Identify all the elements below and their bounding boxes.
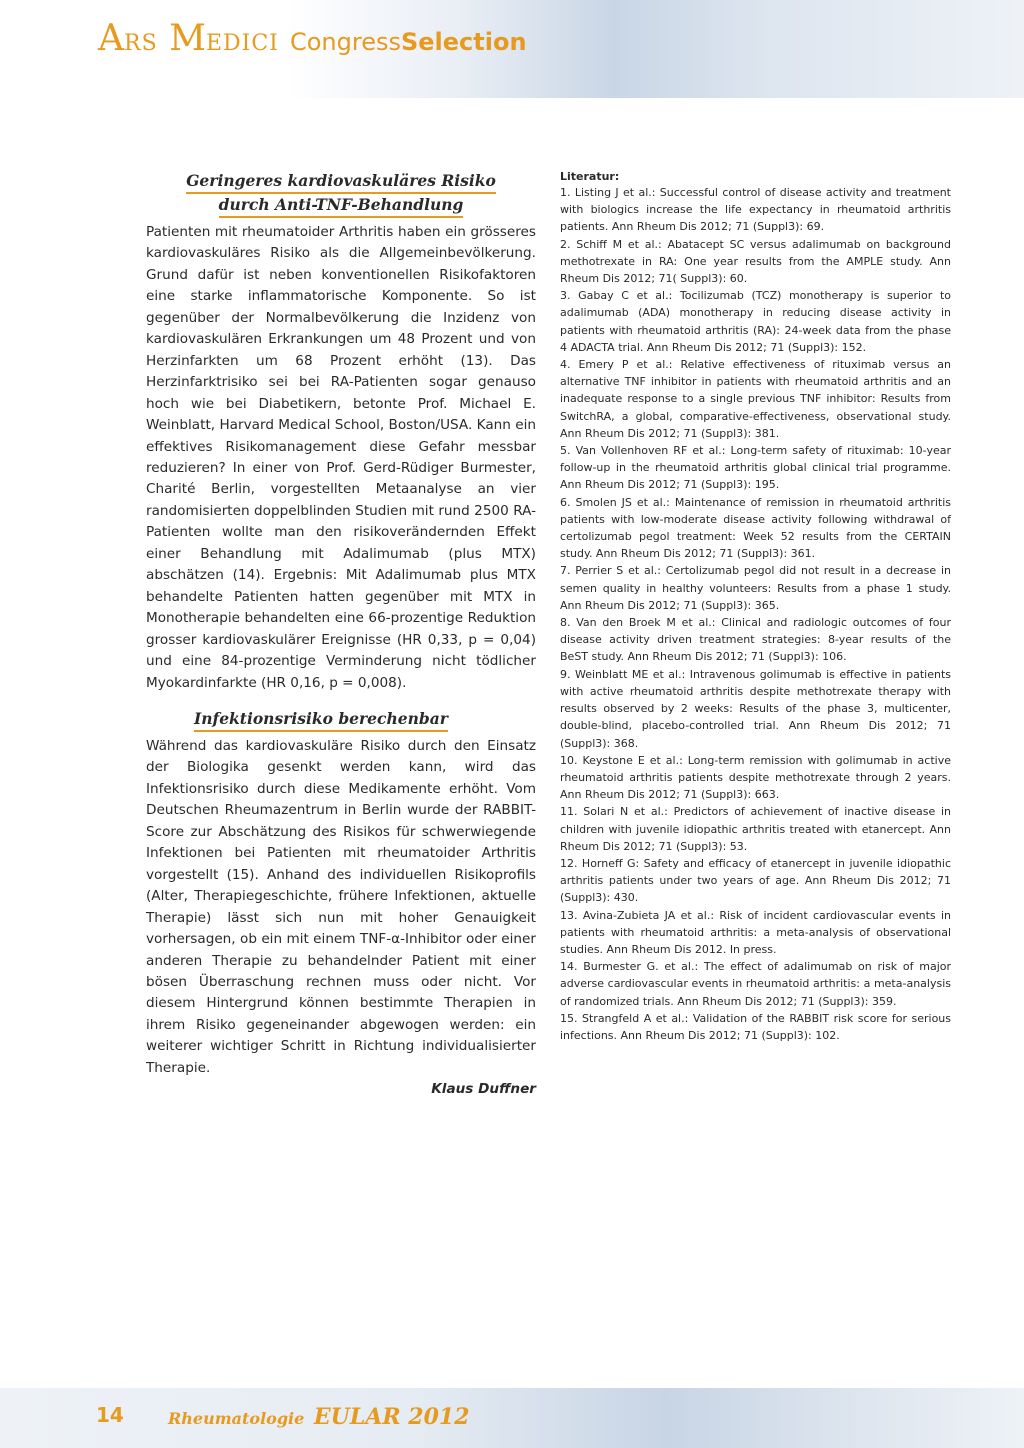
reference-item: 15. Strangfeld A et al.: Validation of the RABBIT risk score for serious infections. Ann Rheum Dis 2012; 71 (Suppl3): 102. [560,1011,951,1042]
section1-paragraph: Patienten mit rheumatoider Arthritis haben ein grösseres kardiovaskuläres Risiko als die Allgemeinbevölkerung. Grund dafür ist neben konventionellen Risikofaktoren eine starke inflammatorische Komponente. So ist gegenüber der Normalbevölkerung die Inzidenz von kardiovaskulären Erkrankungen um 48 Prozent und von Herzinfarkten um 68 Prozent erhöht (13). Das Herzinfarktrisiko sei bei RA-Patienten sogar genauso hoch wie bei Diabetikern, betonte Prof. Michael E. Weinblatt, Harvard Medical School, Boston/USA. Kann ein effektives Risikomanagement diese Gefahr messbar reduzieren? In einer von Prof. Gerd-Rüdiger Burmester, Charité Berlin, vorgestellten Metaanalyse an vier randomisierten doppelblinden Studien mit rund 2500 RA-Patienten wollte man den risikoverändernden Effekt einer Behandlung mit Adalimumab (plus MTX) abschätzen (14). Ergebnis: Mit Adalimumab plus MTX behandelte Patienten hatten gegenüber mit MTX in Monotherapie behandelten eine 66-prozentige Reduktion grosser kardiovaskulärer Ereignisse (HR 0,33, p = 0,04) und eine 84-prozentige Verminderung nicht tödlicher Myokardinfarkte (HR 0,16, p = 0,008). [146,224,536,691]
reference-item: 11. Solari N et al.: Predictors of achievement of inactive disease in children with juvenile idiopathic arthritis treated with etanercept. Ann Rheum Dis 2012; 71 (Suppl3): 53. [560,805,951,853]
reference-item: 9. Weinblatt ME et al.: Intravenous golimumab is effective in patients with active rheumatoid arthritis despite methotrexate therapy with results observed by 2 weeks: Results of the phase 3, multicenter, double-blind, placebo-controlled trial. Ann Rheum Dis 2012; 71 (Suppl3): 368. [560,667,951,750]
literature-title: Literatur: [560,170,620,183]
reference-item: 4. Emery P et al.: Relative effectiveness of rituximab versus an alternative TNF inhibitor in patients with rheumatoid arthritis and an inadequate response to a single previous TNF inhibitor: Results from SwitchRA, a global, comparative-effectiveness, observational study. Ann Rheum Dis 2012; 71 (Suppl3): 381. [560,358,951,440]
reference-item: 12. Horneff G: Safety and efficacy of etanercept in juvenile idiopathic arthritis patients under two years of age. Ann Rheum Dis 2012; 71 (Suppl3): 430. [560,856,951,905]
reference-item: 10. Keystone E et al.: Long-term remission with golimumab in active rheumatoid arthritis patients despite methotrexate through 2 years. Ann Rheum Dis 2012; 71 (Suppl3): 663. [560,753,951,802]
footer-band [0,1388,1024,1448]
logo-congress-selection: CongressSelection [289,28,527,56]
section1-heading-line2: durch Anti-TNF-Behandlung [219,194,464,218]
author-byline: Klaus Duffner [431,1081,536,1098]
journal-event: EULAR 2012 [313,1404,470,1430]
reference-item: 3. Gabay C et al.: Tocilizumab (TCZ) monotherapy is superior to adalimumab (ADA) monotherapy in reducing disease activity in patients with rheumatoid arthritis (RA): 24-week data from the phase 4 ADACTA trial. Ann Rheum Dis 2012; 71 (Suppl3): 152. [560,289,951,354]
reference-item: 8. Van den Broek M et al.: Clinical and radiologic outcomes of four disease activity driven treatment strategies: 8-year results of the BeST study. Ann Rheum Dis 2012; 71 (Suppl3): 106. [560,616,951,664]
logo [98,18,527,58]
literature-column [560,169,951,1044]
reference-item: 7. Perrier S et al.: Certolizumab pegol did not result in a decrease in semen quality in healthy volunteers: Results from a phase 1 study. Ann Rheum Dis 2012; 71 (Suppl3): 365. [560,564,951,612]
page-number: 14 [96,1403,124,1427]
reference-item: 1. Listing J et al.: Successful control of disease activity and treatment with biologics increase the life expectancy in rheumatoid arthritis patients. Ann Rheum Dis 2012; 71 (Suppl3): 69. [560,186,951,234]
reference-item: 5. Van Vollenhoven RF et al.: Long-term safety of rituximab: 10-year follow-up in the rheumatoid arthritis global clinical trial programme. Ann Rheum Dis 2012; 71 (Suppl3): 195. [560,444,951,492]
reference-item: 14. Burmester G. et al.: The effect of adalimumab on risk of major adverse cardiovascular events in rheumatoid arthritis: a meta-analysis of randomized trials. Ann Rheum Dis 2012; 71 (Suppl3): 359. [560,960,951,1008]
article-column [146,170,536,1097]
section1-heading-line1: Geringeres kardiovaskuläres Risiko [186,170,496,194]
reference-item: 6. Smolen JS et al.: Maintenance of remission in rheumatoid arthritis patients with low-moderate disease activity following withdrawal of certolizumab pegol treatment: Week 52 results from the CERTAIN study. Ann Rheum Dis 2012; 71 (Suppl3): 361. [560,495,951,561]
reference-item: 13. Avina-Zubieta JA et al.: Risk of incident cardiovascular events in patients with rheumatoid arthritis: a meta-analysis of observational studies. Ann Rheum Dis 2012. In press. [560,908,951,956]
journal-title [168,1404,470,1430]
journal-name: Rheumatologie [168,1409,305,1428]
section1-heading [146,170,536,218]
section2-heading [194,708,536,732]
section2-paragraph: Während das kardiovaskuläre Risiko durch den Einsatz der Biologika gesenkt werden kann, wird das Infektionsrisiko durch diese Medikamente erhöht. Vom Deutschen Rheumazentrum in Berlin wurde der RABBIT-Score zur Abschätzung des Risikos für schwerwiegende Infektionen bei Patienten mit rheumatoider Arthritis vorgestellt (15). Anhand des individuellen Risikoprofils (Alter, Therapiegeschichte, frühere Infektionen, aktuelle Therapie) lässt sich nun mit hoher Genauigkeit vorhersagen, ob ein mit einem TNF-α-Inhibitor oder einer anderen Therapie zu behandelnder Patient mit einer bösen Überraschung rechnen muss oder nicht. Vor diesem Hintergrund können bestimmte Therapien in ihrem Risiko gegeneinander abgewogen werden: ein weiterer wichtiger Schritt in Richtung individualisierter Therapie. [146,737,536,1076]
reference-item: 2. Schiff M et al.: Abatacept SC versus adalimumab on background methotrexate in RA: One year results from the AMPLE study. Ann Rheum Dis 2012; 71( Suppl3): 60. [560,237,951,286]
section2-heading-line: Infektionsrisiko berechenbar [194,708,448,732]
logo-ars-medici: ARS MEDICI [98,18,279,59]
